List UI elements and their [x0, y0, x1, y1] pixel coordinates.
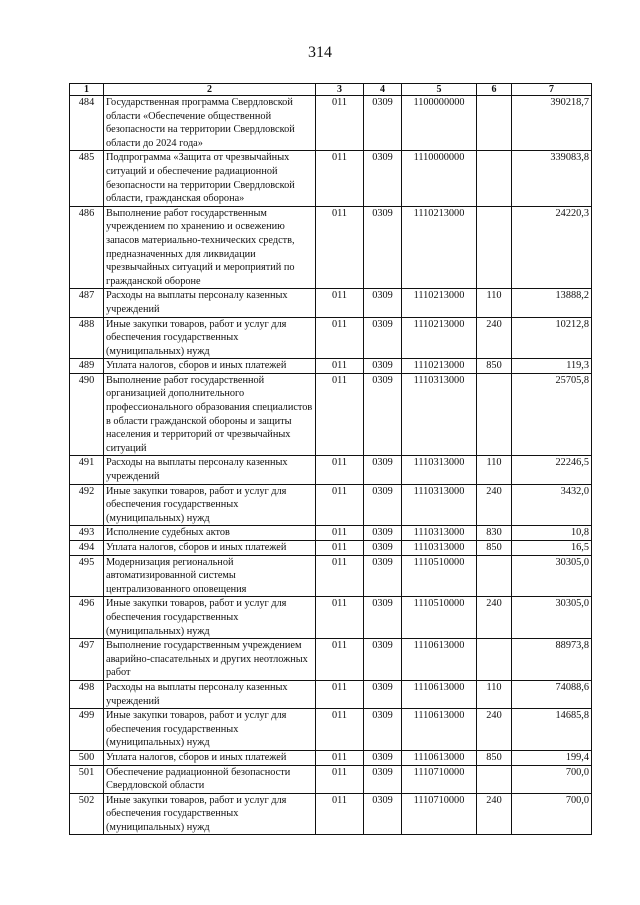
row-number: 492 — [70, 484, 104, 526]
table-row — [70, 793, 592, 835]
ministry-code: 011 — [316, 597, 364, 639]
ministry-code: 011 — [316, 765, 364, 793]
amount: 199,4 — [512, 750, 592, 765]
row-number: 488 — [70, 317, 104, 359]
row-description: Исполнение судебных актов — [104, 526, 316, 541]
target-article-code: 1110613000 — [402, 750, 477, 765]
ministry-code: 011 — [316, 151, 364, 206]
column-header: 6 — [477, 84, 512, 96]
table-row — [70, 639, 592, 681]
expense-type-code — [477, 765, 512, 793]
row-number: 489 — [70, 359, 104, 374]
target-article-code: 1110613000 — [402, 680, 477, 708]
ministry-code: 011 — [316, 526, 364, 541]
section-code: 0309 — [364, 793, 402, 835]
page-number: 314 — [308, 44, 332, 61]
target-article-code: 1110313000 — [402, 373, 477, 456]
row-description: Иные закупки товаров, работ и услуг для обеспечения государственных (муниципальных) нужд — [104, 317, 316, 359]
table-row — [70, 289, 592, 317]
section-code: 0309 — [364, 526, 402, 541]
table-row — [70, 317, 592, 359]
expense-type-code — [477, 151, 512, 206]
ministry-code: 011 — [316, 317, 364, 359]
ministry-code: 011 — [316, 484, 364, 526]
row-description: Уплата налогов, сборов и иных платежей — [104, 541, 316, 556]
ministry-code: 011 — [316, 373, 364, 456]
column-header: 7 — [512, 84, 592, 96]
section-code: 0309 — [364, 456, 402, 484]
row-description: Иные закупки товаров, работ и услуг для обеспечения государственных (муниципальных) нужд — [104, 597, 316, 639]
amount: 22246,5 — [512, 456, 592, 484]
expense-type-code — [477, 96, 512, 151]
column-header: 5 — [402, 84, 477, 96]
target-article-code: 1100000000 — [402, 96, 477, 151]
row-number: 493 — [70, 526, 104, 541]
ministry-code: 011 — [316, 96, 364, 151]
section-code: 0309 — [364, 317, 402, 359]
section-code: 0309 — [364, 680, 402, 708]
amount: 10,8 — [512, 526, 592, 541]
amount: 390218,7 — [512, 96, 592, 151]
expense-type-code: 110 — [477, 456, 512, 484]
section-code: 0309 — [364, 289, 402, 317]
row-description: Подпрограмма «Защита от чрезвычайных ситуаций и обеспечение радиационной безопасности на территории Свердловской области, гражданская оборона» — [104, 151, 316, 206]
table-row — [70, 709, 592, 751]
section-code: 0309 — [364, 597, 402, 639]
row-number: 494 — [70, 541, 104, 556]
row-description: Выполнение работ государственным учреждением по хранению и освежению запасов материально-технических средств, предназначенных для ликвидации чрезвычайных ситуаций и мероприятий по гражданской обороне — [104, 206, 316, 289]
expense-type-code: 240 — [477, 484, 512, 526]
row-description: Обеспечение радиационной безопасности Свердловской области — [104, 765, 316, 793]
expense-type-code — [477, 555, 512, 597]
target-article-code: 1110710000 — [402, 765, 477, 793]
table-row — [70, 151, 592, 206]
column-header: 3 — [316, 84, 364, 96]
column-header: 4 — [364, 84, 402, 96]
row-description: Иные закупки товаров, работ и услуг для обеспечения государственных (муниципальных) нужд — [104, 793, 316, 835]
target-article-code: 1110213000 — [402, 317, 477, 359]
ministry-code: 011 — [316, 359, 364, 374]
row-number: 501 — [70, 765, 104, 793]
target-article-code: 1110313000 — [402, 541, 477, 556]
row-number: 500 — [70, 750, 104, 765]
target-article-code: 1110710000 — [402, 793, 477, 835]
row-number: 487 — [70, 289, 104, 317]
row-number: 484 — [70, 96, 104, 151]
row-number: 490 — [70, 373, 104, 456]
section-code: 0309 — [364, 151, 402, 206]
table-row — [70, 555, 592, 597]
target-article-code: 1110213000 — [402, 289, 477, 317]
section-code: 0309 — [364, 709, 402, 751]
expense-type-code — [477, 206, 512, 289]
section-code: 0309 — [364, 765, 402, 793]
ministry-code: 011 — [316, 639, 364, 681]
row-number: 498 — [70, 680, 104, 708]
row-number: 491 — [70, 456, 104, 484]
section-code: 0309 — [364, 359, 402, 374]
amount: 700,0 — [512, 793, 592, 835]
amount: 74088,6 — [512, 680, 592, 708]
expense-type-code: 850 — [477, 359, 512, 374]
expense-type-code: 850 — [477, 750, 512, 765]
row-description: Уплата налогов, сборов и иных платежей — [104, 750, 316, 765]
amount: 30305,0 — [512, 597, 592, 639]
section-code: 0309 — [364, 555, 402, 597]
row-description: Выполнение работ государственной организацией дополнительного профессионального образования специалистов в области гражданской обороны и защиты населения и территорий от чрезвычайных ситуаций — [104, 373, 316, 456]
target-article-code: 1110313000 — [402, 526, 477, 541]
ministry-code: 011 — [316, 541, 364, 556]
table-row — [70, 526, 592, 541]
amount: 14685,8 — [512, 709, 592, 751]
row-number: 486 — [70, 206, 104, 289]
table-row — [70, 541, 592, 556]
row-description: Иные закупки товаров, работ и услуг для обеспечения государственных (муниципальных) нужд — [104, 484, 316, 526]
table-row — [70, 373, 592, 456]
section-code: 0309 — [364, 541, 402, 556]
row-description: Расходы на выплаты персоналу казенных учреждений — [104, 680, 316, 708]
target-article-code: 1110213000 — [402, 359, 477, 374]
section-code: 0309 — [364, 750, 402, 765]
row-description: Выполнение государственным учреждением аварийно-спасательных и других неотложных работ — [104, 639, 316, 681]
row-description: Расходы на выплаты персоналу казенных учреждений — [104, 289, 316, 317]
row-number: 502 — [70, 793, 104, 835]
row-number: 497 — [70, 639, 104, 681]
row-description: Иные закупки товаров, работ и услуг для обеспечения государственных (муниципальных) нужд — [104, 709, 316, 751]
target-article-code: 1110510000 — [402, 597, 477, 639]
target-article-code: 1110613000 — [402, 639, 477, 681]
expense-type-code — [477, 639, 512, 681]
section-code: 0309 — [364, 484, 402, 526]
expense-type-code: 240 — [477, 793, 512, 835]
row-description: Уплата налогов, сборов и иных платежей — [104, 359, 316, 374]
expense-type-code: 830 — [477, 526, 512, 541]
ministry-code: 011 — [316, 289, 364, 317]
target-article-code: 1110613000 — [402, 709, 477, 751]
ministry-code: 011 — [316, 709, 364, 751]
section-code: 0309 — [364, 206, 402, 289]
table-row — [70, 750, 592, 765]
section-code: 0309 — [364, 96, 402, 151]
table-row — [70, 96, 592, 151]
target-article-code: 1110510000 — [402, 555, 477, 597]
row-number: 485 — [70, 151, 104, 206]
section-code: 0309 — [364, 373, 402, 456]
target-article-code: 1110313000 — [402, 484, 477, 526]
amount: 88973,8 — [512, 639, 592, 681]
ministry-code: 011 — [316, 680, 364, 708]
expense-type-code: 110 — [477, 289, 512, 317]
ministry-code: 011 — [316, 555, 364, 597]
column-header: 2 — [104, 84, 316, 96]
expense-type-code: 240 — [477, 597, 512, 639]
amount: 339083,8 — [512, 151, 592, 206]
row-description: Расходы на выплаты персоналу казенных учреждений — [104, 456, 316, 484]
budget-table — [69, 83, 592, 835]
row-description: Государственная программа Свердловской области «Обеспечение общественной безопасности на территории Свердловской области до 2024 года» — [104, 96, 316, 151]
expense-type-code: 240 — [477, 709, 512, 751]
ministry-code: 011 — [316, 206, 364, 289]
section-code: 0309 — [364, 639, 402, 681]
target-article-code: 1110213000 — [402, 206, 477, 289]
table-row — [70, 597, 592, 639]
amount: 30305,0 — [512, 555, 592, 597]
table-row — [70, 206, 592, 289]
amount: 16,5 — [512, 541, 592, 556]
expense-type-code: 850 — [477, 541, 512, 556]
ministry-code: 011 — [316, 750, 364, 765]
table-row — [70, 456, 592, 484]
row-description: Модернизация региональной автоматизированной системы централизованного оповещения — [104, 555, 316, 597]
amount: 10212,8 — [512, 317, 592, 359]
table-row — [70, 765, 592, 793]
expense-type-code: 240 — [477, 317, 512, 359]
amount: 119,3 — [512, 359, 592, 374]
row-number: 496 — [70, 597, 104, 639]
row-number: 499 — [70, 709, 104, 751]
amount: 24220,3 — [512, 206, 592, 289]
target-article-code: 1110313000 — [402, 456, 477, 484]
target-article-code: 1110000000 — [402, 151, 477, 206]
column-header-row — [70, 84, 592, 96]
ministry-code: 011 — [316, 456, 364, 484]
amount: 25705,8 — [512, 373, 592, 456]
table-row — [70, 484, 592, 526]
expense-type-code — [477, 373, 512, 456]
expense-type-code: 110 — [477, 680, 512, 708]
amount: 3432,0 — [512, 484, 592, 526]
ministry-code: 011 — [316, 793, 364, 835]
row-number: 495 — [70, 555, 104, 597]
table-row — [70, 680, 592, 708]
column-header: 1 — [70, 84, 104, 96]
amount: 700,0 — [512, 765, 592, 793]
table-row — [70, 359, 592, 374]
amount: 13888,2 — [512, 289, 592, 317]
